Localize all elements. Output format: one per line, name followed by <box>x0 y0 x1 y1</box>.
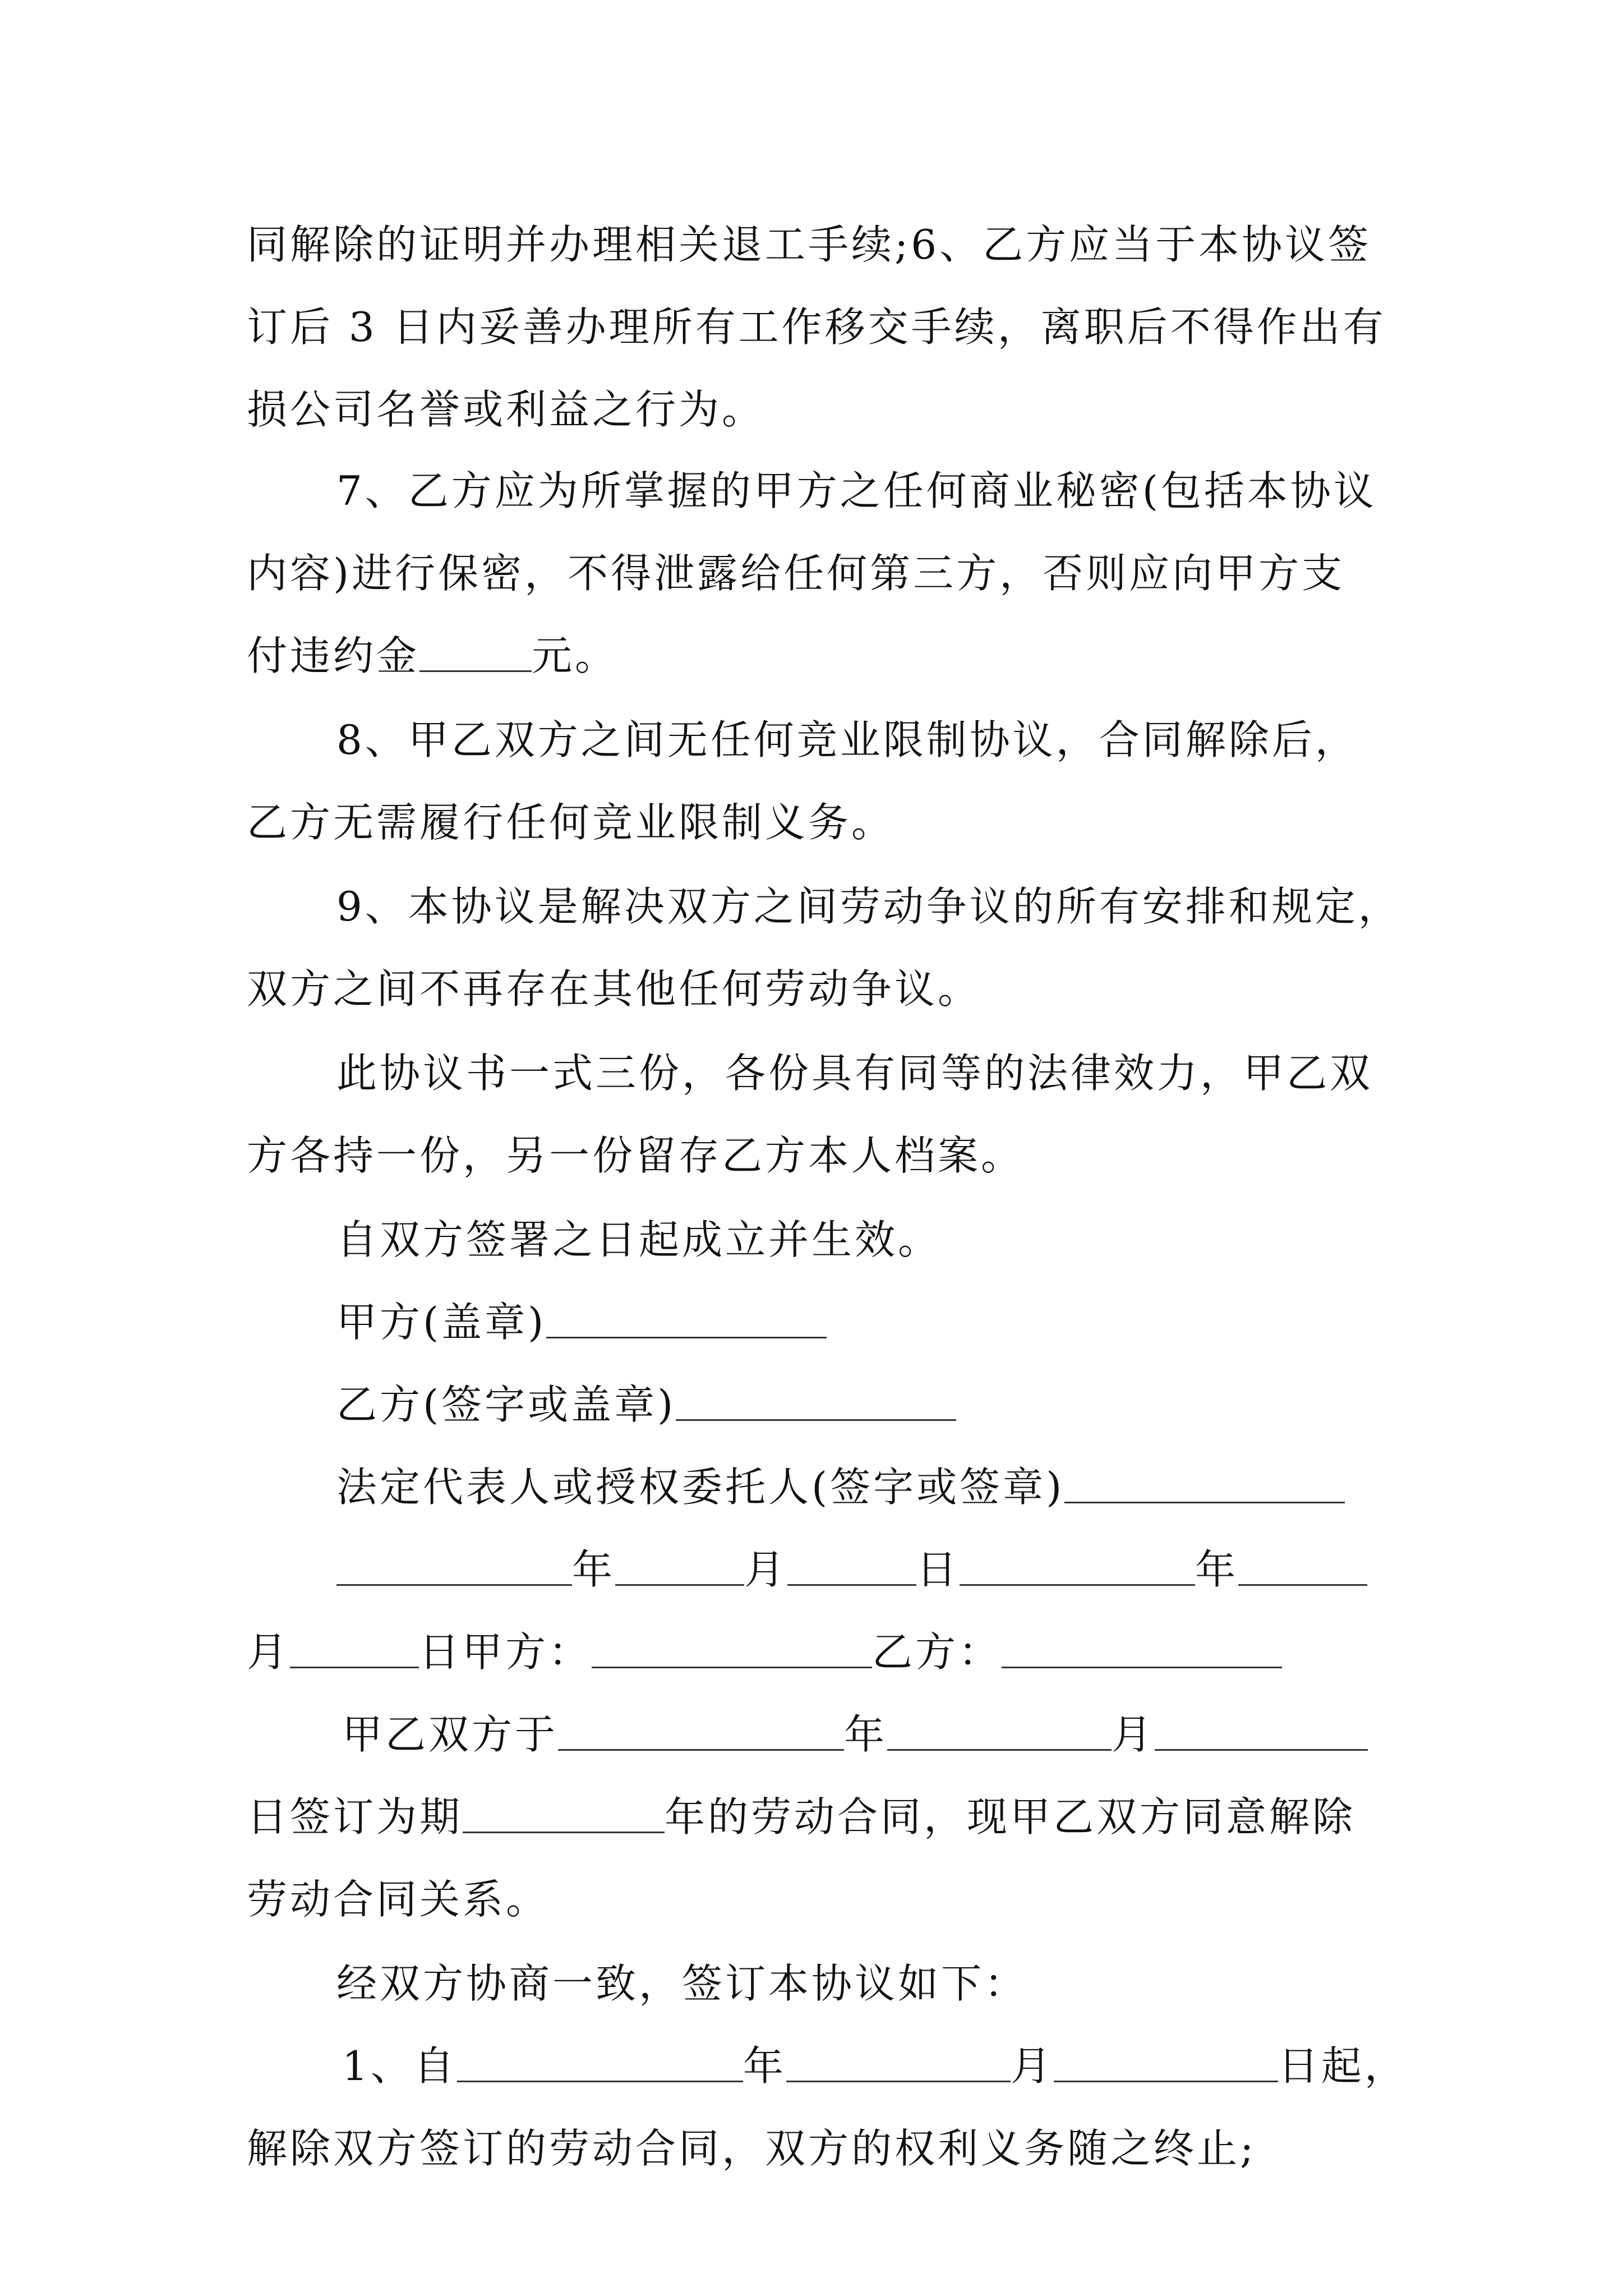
line-text: 双方之间不再存在其他任何劳动争议。 <box>247 965 981 1013</box>
text-line <box>247 2122 1391 2204</box>
agreement-intro <box>247 1957 1391 2039</box>
line-text: 付违约金 <box>247 632 420 679</box>
text-line <box>247 629 1391 713</box>
day-blank[interactable] <box>787 1548 916 1586</box>
party-b-sign-line <box>247 1378 1391 1460</box>
year-blank[interactable] <box>457 2045 743 2082</box>
line-text: 日签订为期 <box>247 1793 463 1841</box>
line-text: 月 <box>744 1546 788 1593</box>
date-line <box>247 1543 1391 1625</box>
line-text: 9、本协议是解决双方之间劳动争议的所有安排和规定， <box>336 883 1401 930</box>
text-line <box>247 383 1391 464</box>
line-text: 订后 3 日内妥善办理所有工作移交手续，离职后不得作出有 <box>247 303 1386 351</box>
line-text: 法定代表人或授权委托人(签字或签章) <box>336 1464 1065 1511</box>
month-blank[interactable] <box>786 2045 1011 2082</box>
line-text: 日起， <box>1278 2042 1408 2090</box>
copies-clause <box>247 1046 1391 1129</box>
line-text: 日 <box>916 1546 960 1593</box>
line-text: 日甲方： <box>419 1628 592 1676</box>
line-text: 同解除的证明并办理相关退工手续;6、乙方应当于本协议签 <box>247 221 1372 268</box>
line-text: 元。 <box>532 632 619 679</box>
text-line <box>247 962 1391 1046</box>
year-blank[interactable] <box>960 1548 1195 1586</box>
line-text: 乙方(签字或盖章) <box>336 1381 676 1428</box>
line-text: 损公司名誉或利益之行为。 <box>247 386 766 433</box>
party-a-seal-blank[interactable] <box>546 1301 827 1338</box>
clause-9 <box>247 880 1401 962</box>
line-text: 乙方： <box>872 1628 1002 1676</box>
month-blank[interactable] <box>615 1548 744 1586</box>
line-text: 方各持一份，另一份留存乙方本人档案。 <box>247 1132 1025 1179</box>
text-line <box>247 546 1391 629</box>
representative-sign-blank[interactable] <box>1064 1466 1345 1503</box>
line-text: 年 <box>743 2042 786 2090</box>
party-b-sign-blank[interactable] <box>676 1383 956 1421</box>
line-text: 7、乙方应为所掌握的甲方之任何商业秘密(包括本协议 <box>336 467 1377 514</box>
contract-date-line <box>247 1708 1391 1790</box>
line-text: 乙方无需履行任何竞业限制义务。 <box>247 799 895 846</box>
line-text: 此协议书一式三份，各份具有同等的法律效力，甲乙双 <box>336 1050 1373 1097</box>
line-text: 月 <box>1112 1711 1155 1758</box>
party-a-seal-line <box>247 1295 1391 1378</box>
day-blank[interactable] <box>1155 1713 1368 1751</box>
text-line <box>247 218 1391 300</box>
line-text: 自双方签署之日起成立并生效。 <box>336 1216 942 1263</box>
line-text: 年 <box>844 1711 888 1758</box>
line-text: 年 <box>1195 1546 1239 1593</box>
representative-sign-line <box>247 1460 1391 1543</box>
effective-clause <box>247 1213 1391 1295</box>
line-text: 经双方协商一致，签订本协议如下： <box>336 1960 1028 2007</box>
line-text: 甲方(盖章) <box>336 1299 547 1346</box>
party-b-blank[interactable] <box>1002 1631 1282 1668</box>
line-text: 甲乙双方于 <box>342 1711 559 1758</box>
clause-1 <box>247 2039 1408 2122</box>
day-blank[interactable] <box>290 1631 419 1668</box>
line-text: 内容)进行保密，不得泄露给任何第三方，否则应向甲方支 <box>247 550 1345 597</box>
month-blank[interactable] <box>887 1713 1112 1751</box>
year-blank[interactable] <box>336 1548 572 1586</box>
line-text: 8、甲乙双方之间无任何竞业限制协议，合同解除后， <box>336 716 1358 763</box>
text-line <box>247 300 1391 383</box>
text-line <box>247 1129 1391 1213</box>
text-line <box>247 1872 1391 1957</box>
line-text: 年的劳动合同，现甲乙双方同意解除 <box>665 1793 1356 1841</box>
line-text: 解除双方签订的劳动合同，双方的权利义务随之终止; <box>247 2125 1257 2172</box>
blank-field[interactable] <box>419 634 532 672</box>
year-blank[interactable] <box>558 1713 844 1751</box>
line-text: 月 <box>1010 2042 1054 2090</box>
document-body <box>247 218 1408 2204</box>
clause-8 <box>247 713 1391 795</box>
contract-term-line <box>247 1790 1391 1872</box>
line-text: 1、自 <box>342 2042 457 2090</box>
line-text: 月 <box>247 1628 291 1676</box>
term-years-blank[interactable] <box>463 1796 665 1833</box>
party-a-blank[interactable] <box>592 1631 872 1668</box>
day-blank[interactable] <box>1054 2045 1278 2082</box>
line-text: 劳动合同关系。 <box>247 1876 550 1923</box>
date-parties-line <box>247 1625 1391 1708</box>
text-line <box>247 795 1391 880</box>
month-blank[interactable] <box>1238 1548 1367 1586</box>
line-text: 年 <box>572 1546 616 1593</box>
clause-7 <box>247 464 1391 546</box>
